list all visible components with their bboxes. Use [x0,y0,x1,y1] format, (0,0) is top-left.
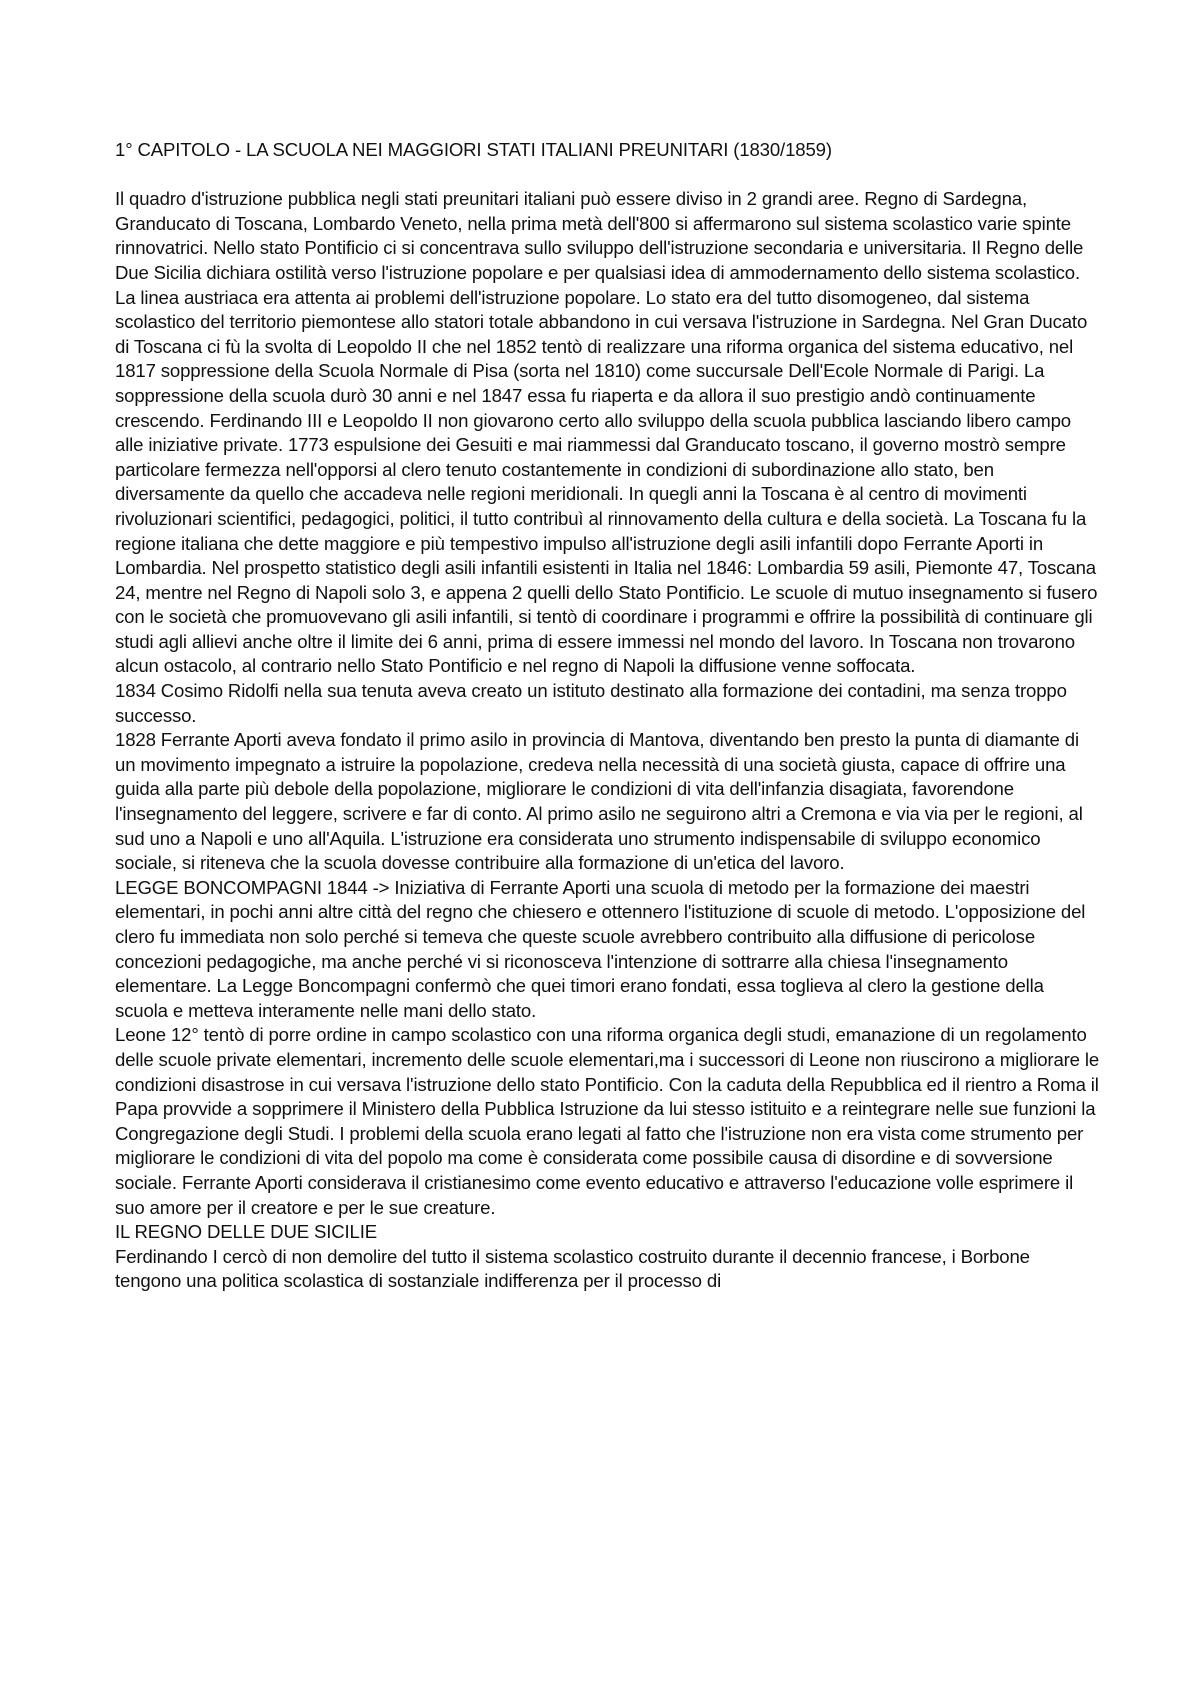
paragraph-preunitary-overview: Il quadro d'istruzione pubblica negli stati preunitari italiani può essere diviso in 2 grandi aree. Regno di Sardegna, Granducato di Toscana, Lombardo Veneto, nella prima metà dell'800 si affermarono sul sistema scolastico varie spinte rinnovatrici. Nello stato Pontificio ci si concentrava sullo sviluppo dell'istruzione secondaria e universitaria. Il Regno delle Due Sicilia dichiara ostilità verso l'istruzione popolare e per qualsiasi idea di ammodernamento dello sistema scolastico. La linea austriaca era attenta ai problemi dell'istruzione popolare. Lo stato era del tutto disomogeneo, dal sistema scolastico del territorio piemontese allo statori totale abbandono in cui versava l'istruzione in Sardegna. Nel Gran Ducato di Toscana ci fù la svolta di Leopoldo II che nel 1852 tentò di realizzare una riforma organica del sistema educativo, nel 1817 soppressione della Scuola Normale di Pisa (sorta nel 1810) come succursale Dell'Ecole Normale di Parigi. La soppressione della scuola durò 30 anni e nel 1847 essa fu riaperta e da allora il suo prestigio andò continuamente crescendo. Ferdinando III e Leopoldo II non giovarono certo allo sviluppo della scuola pubblica lasciando libero campo alle iniziative private. 1773 espulsione dei Gesuiti e mai riammessi dal Granducato toscano, il governo mostrò sempre particolare fermezza nell'opporsi al clero tenuto costantemente in condizioni di subordinazione allo stato, ben diversamente da quello che accadeva nelle regioni meridionali. In quegli anni la Toscana è al centro di movimenti rivoluzionari scientifici, pedagogici, politici, il tutto contribuì al rinnovamento della cultura e della società. La Toscana fu la regione italiana che dette maggiore e più tempestivo impulso all'istruzione degli asili infantili dopo Ferrante Aporti in Lombardia. Nel prospetto statistico degli asili infantili esistenti in Italia nel 1846: Lombardia 59 asili, Piemonte 47, Toscana 24, mentre nel Regno di Napoli solo 3, e appena 2 quelli dello Stato Pontificio. Le scuole di mutuo insegnamento si fusero con le società che promuovevano gli asili infantili, si tentò di coordinare i programmi e offrire la possibilità di continuare gli studi agli allievi anche oltre il limite dei 6 anni, prima di essere immessi nel mondo del lavoro. In Toscana non trovarono alcun ostacolo, al contrario nello Stato Pontificio e nel regno di Napoli la diffusione venne soffocata. [115,188,1098,677]
paragraph-ridolfi: 1834 Cosimo Ridolfi nella sua tenuta aveva creato un istituto destinato alla formazione dei contadini, ma senza troppo successo. [115,680,1067,726]
paragraph-legge-boncompagni: LEGGE BONCOMPAGNI 1844 -> Iniziativa di Ferrante Aporti una scuola di metodo per la formazione dei maestri elementari, in pochi anni altre città del regno che chiesero e ottennero l'istituzione di scuole di metodo. L'opposizione del clero fu immediata non solo perché si temeva che queste scuole avrebbero contribuito alla diffusione di pericolose concezioni pedagogiche, ma anche perché vi si riconosceva l'intenzione di sottrarre alla chiesa l'insegnamento elementare. La Legge Boncompagni confermò che quei timori erano fondati, essa toglieva al clero la gestione della scuola e metteva interamente nelle mani dello stato. [115,876,1086,1021]
paragraph-aporti: 1828 Ferrante Aporti aveva fondato il primo asilo in provincia di Mantova, diventando ben presto la punta di diamante di un movimento impegnato a istruire la popolazione, credeva nella necessità di una società giusta, capace di offrire una guida alla parte più debole della popolazione, migliorare le condizioni di vita dell'infanzia disagiata, favorendone l'insegnamento del leggere, scrivere e far di conto. Al primo asilo ne seguirono altri a Cremona e via via per le regioni, al sud uno a Napoli e uno all'Aquila. L'istruzione era considerata uno strumento indispensabile di sviluppo economico sociale, si riteneva che la scuola dovesse contribuire alla formazione di un'etica del lavoro. [115,729,1083,874]
document-body [115,138,1100,1294]
section-heading-due-sicilie: IL REGNO DELLE DUE SICILIE [115,1221,378,1243]
paragraph-leone-xii: Leone 12° tentò di porre ordine in campo scolastico con una riforma organica degli studi, emanazione di un regolamento delle scuole private elementari, incremento delle scuole elementari,ma i successori di Leone non riuscirono a migliorare le condizioni disastrose in cui versava l'istruzione dello stato Pontificio. Con la caduta della Repubblica ed il rientro a Roma il Papa provvide a sopprimere il Ministero della Pubblica Istruzione da lui stesso istituito e a reintegrare nelle sue funzioni la Congregazione degli Studi. I problemi della scuola erano legati al fatto che l'istruzione non era vista come strumento per migliorare le condizioni di vita del popolo ma come è considerata come possibile causa di disordine e di sovversione sociale. Ferrante Aporti considerava il cristianesimo come evento educativo e attraverso l'educazione volle esprimere il suo amore per il creatore e per le sue creature. [115,1024,1100,1218]
chapter-title: 1° CAPITOLO - LA SCUOLA NEI MAGGIORI STATI ITALIANI PREUNITARI (1830/1859) [115,139,832,160]
paragraph-ferdinando-i: Ferdinando I cercò di non demolire del tutto il sistema scolastico costruito durante il decennio francese, i Borbone tengono una politica scolastica di sostanziale indifferenza per il processo di [115,1245,1030,1292]
